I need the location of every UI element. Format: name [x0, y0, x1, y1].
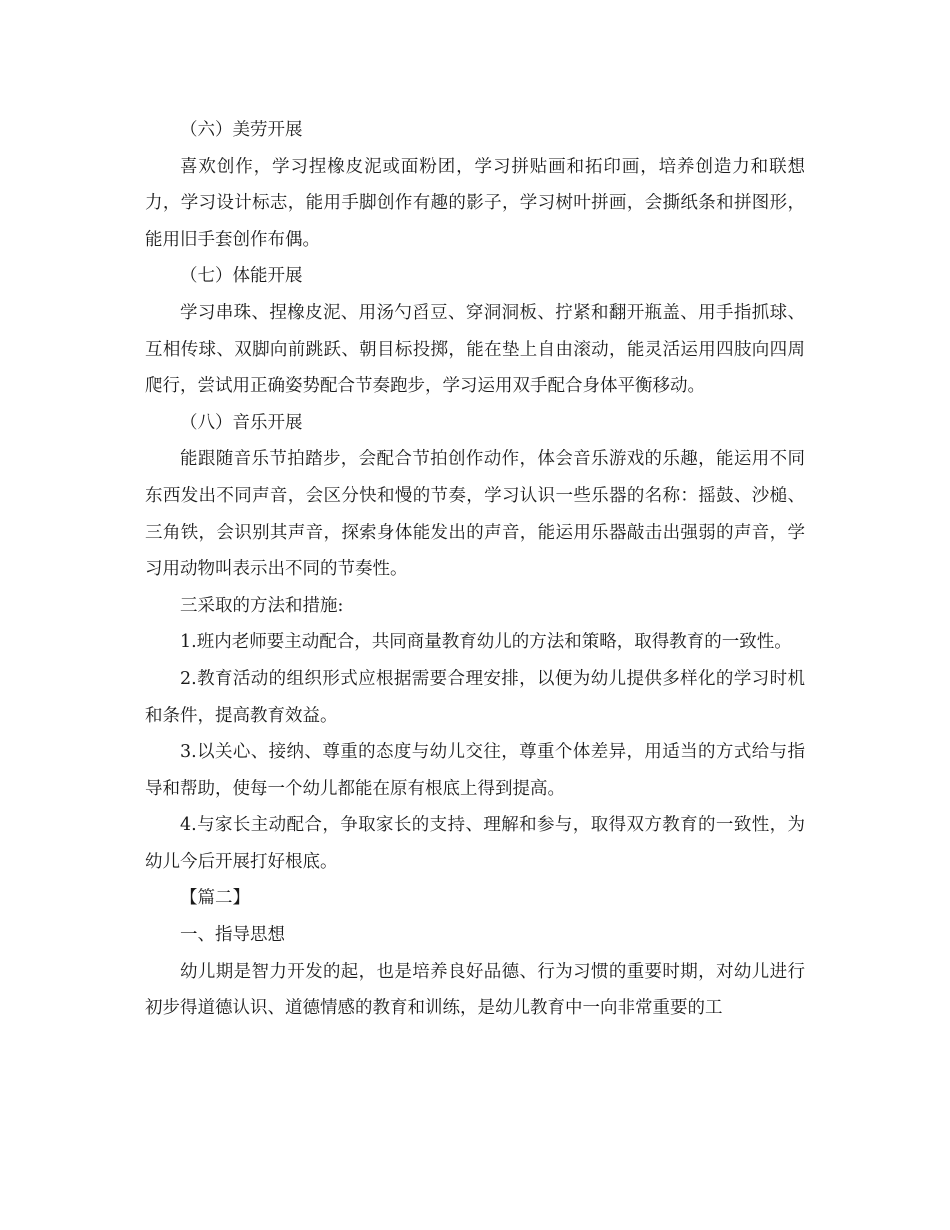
section-heading-methods: 三采取的方法和措施: [180, 595, 344, 616]
section-heading-music: （八）音乐开展 [180, 412, 303, 433]
section-heading-guiding-ideology: 一、指导思想 [180, 925, 285, 946]
paragraph-music: 能跟随音乐节拍踏步，会配合节拍创作动作，体会音乐游戏的乐趣，能运用不同东西发出不同声音，会区分快和慢的节奏，学习认识一些乐器的名称：摇鼓、沙槌、三角铁，会识别其声音，探索身体能发出的声音，能运用乐器敲击出强弱的声音，学习用动物叫表示出不同的节奏性。 [145, 449, 805, 580]
paragraph-art: 喜欢创作，学习捏橡皮泥或面粉团，学习拼贴画和拓印画，培养创造力和联想力，学习设计标志，能用手脚创作有趣的影子，学习树叶拼画，会撕纸条和拼图形，能用旧手套创作布偶。 [145, 156, 805, 250]
paragraph-physical: 学习串珠、捏橡皮泥、用汤勺舀豆、穿洞洞板、拧紧和翻开瓶盖、用手指抓球、互相传球、双脚向前跳跃、朝目标投掷，能在垫上自由滚动，能灵活运用四肢向四周爬行，尝试用正确姿势配合节奏跑步，学习运用双手配合身体平衡移动。 [145, 302, 805, 397]
document-body [145, 112, 805, 1027]
chapter-heading-part-two: 【篇二】 [180, 888, 250, 909]
paragraph-guiding-ideology: 幼儿期是智力开发的起，也是培养良好品德、行为习惯的重要时期，对幼儿进行初步得道德认识、道德情感的教育和训练，是幼儿教育中一向非常重要的工 [145, 961, 805, 1019]
section-heading-physical: （七）体能开展 [180, 266, 303, 287]
method-item-2: 2.教育活动的组织形式应根据需要合理安排，以便为幼儿提供多样化的学习时机和条件，提高教育效益。 [145, 668, 805, 726]
method-item-1: 1.班内老师要主动配合，共同商量教育幼儿的方法和策略，取得教育的一致性。 [180, 632, 792, 653]
section-heading-art: （六）美劳开展 [180, 120, 303, 140]
method-item-4: 4.与家长主动配合，争取家长的支持、理解和参与，取得双方教育的一致性，为幼儿今后开展打好根底。 [145, 815, 805, 872]
method-item-3: 3.以关心、接纳、尊重的态度与幼儿交往，尊重个体差异，用适当的方式给与指导和帮助，使每一个幼儿都能在原有根底上得到提高。 [145, 742, 805, 799]
